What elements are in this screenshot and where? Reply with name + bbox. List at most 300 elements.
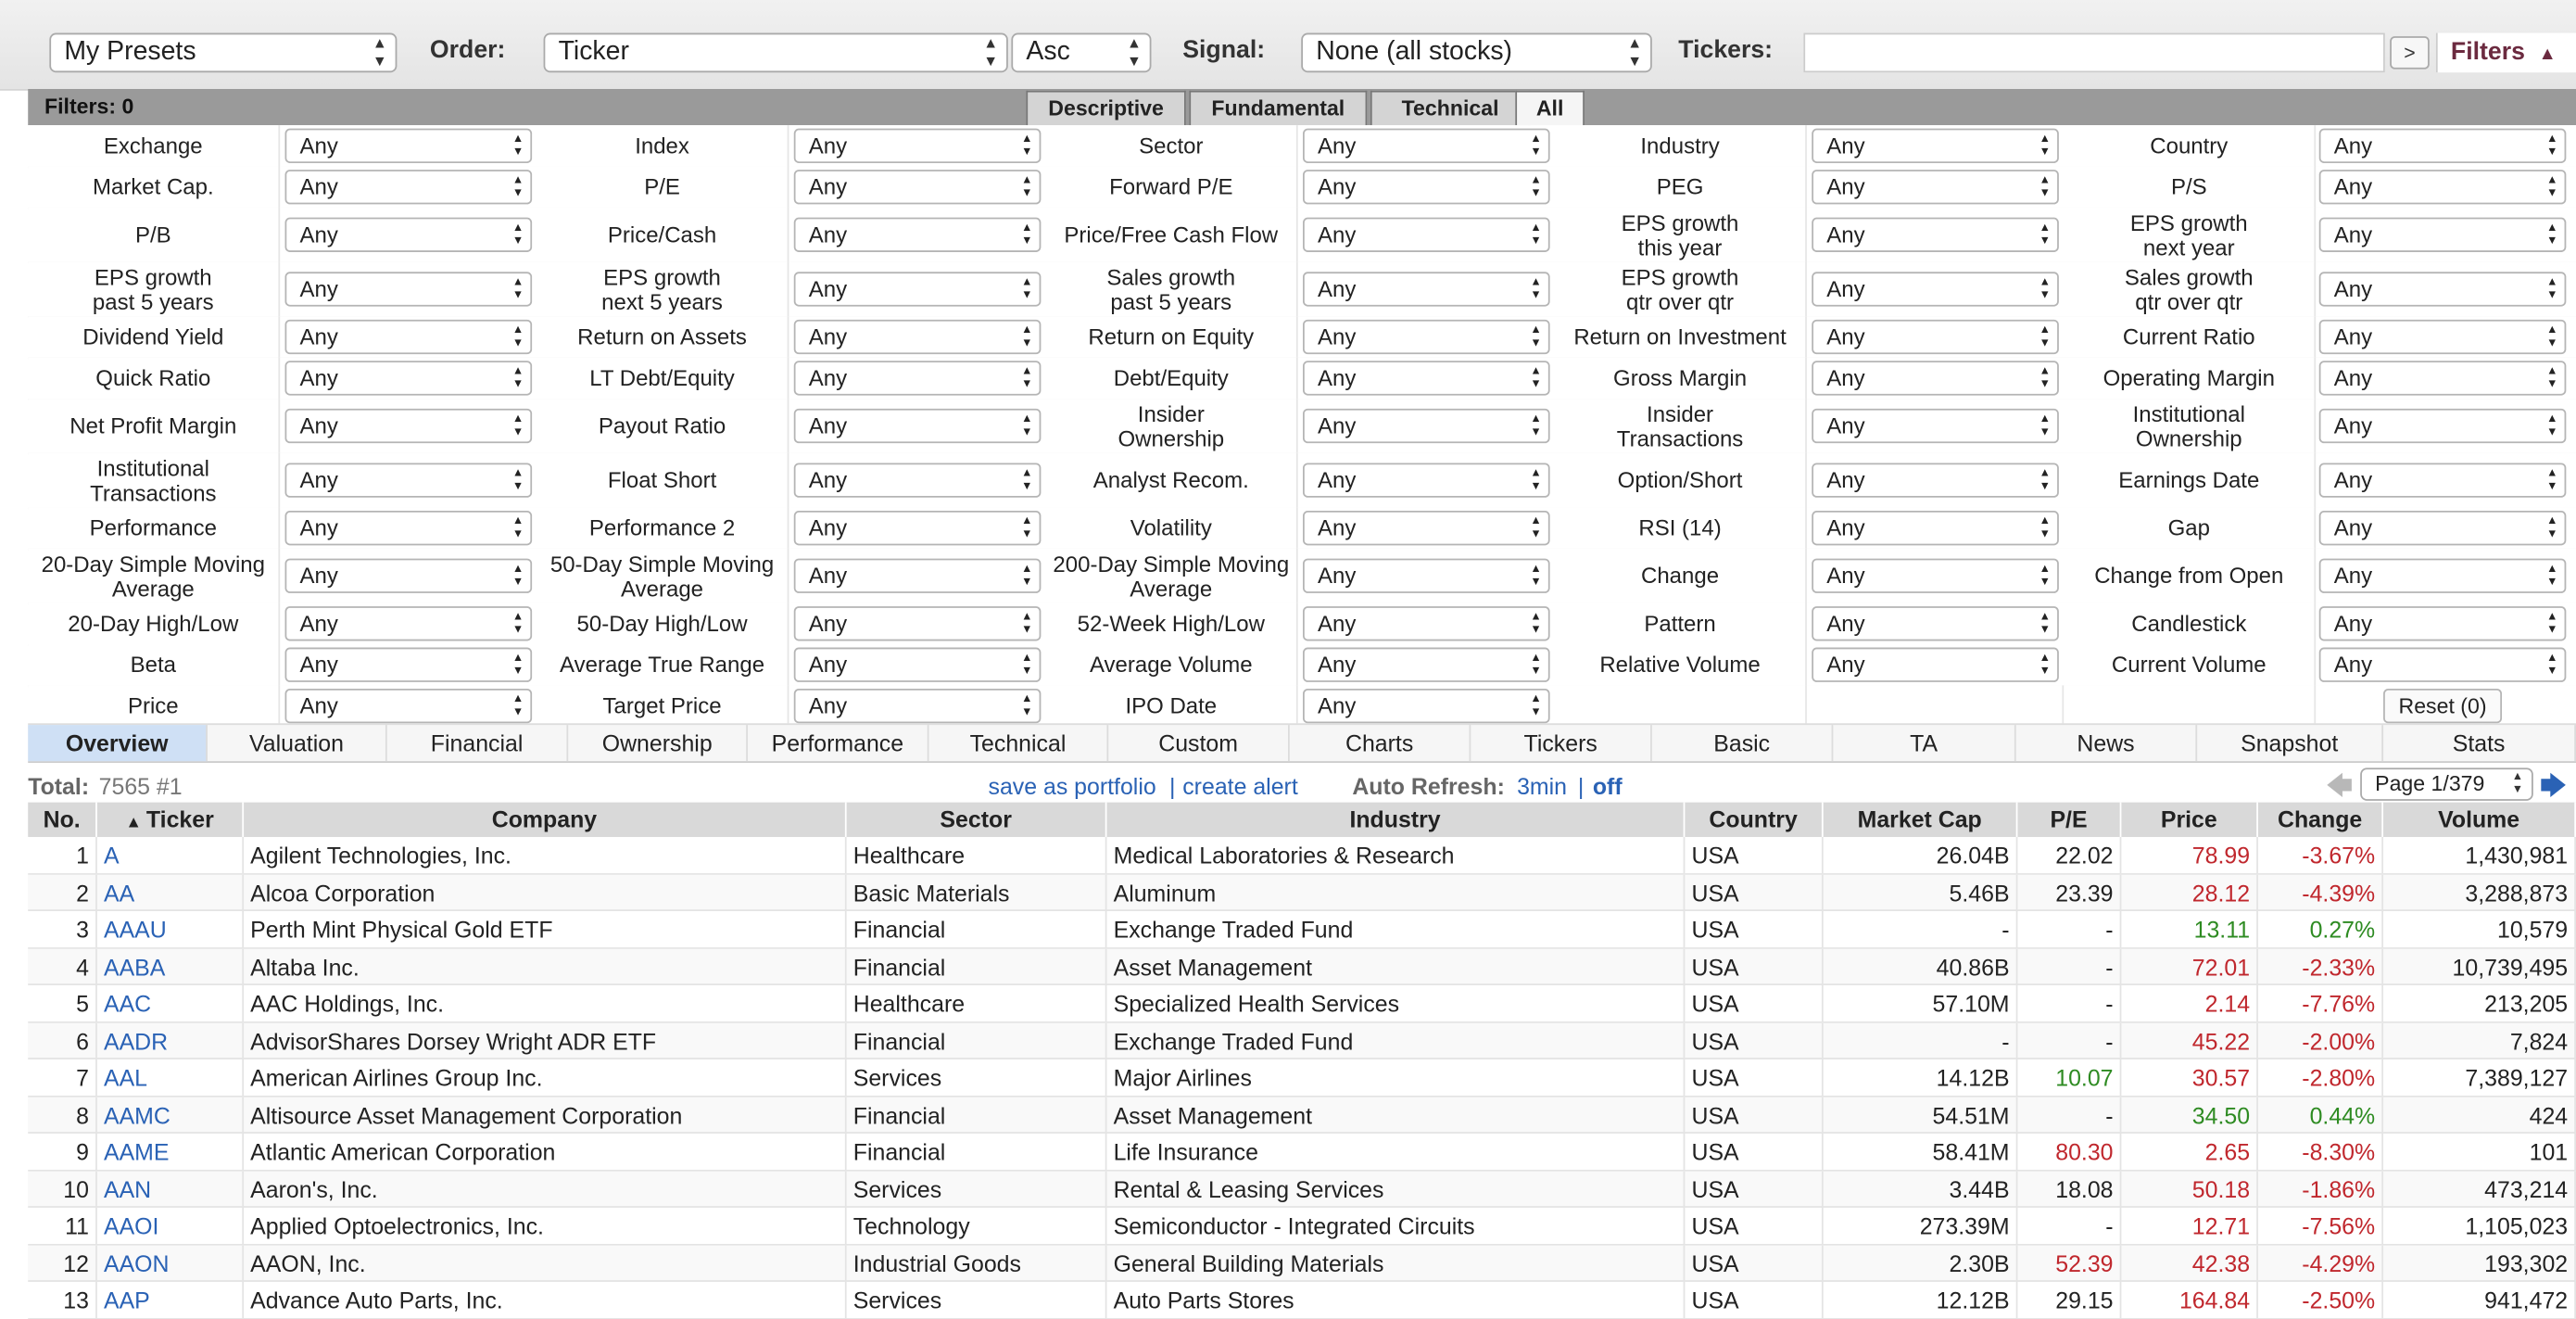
filter-label: 50-Day High/Low [537,603,789,644]
country: USA [1685,1059,1823,1096]
filter-select-value: Any [299,611,338,637]
table-row[interactable] [28,1059,2576,1097]
filter-label: LT Debt/Equity [537,358,789,399]
filter-select-value: Any [299,515,338,541]
filter-select[interactable] [2319,606,2567,640]
sector: Financial [847,911,1107,947]
select-arrows-icon: ▲ ▼ [2039,514,2051,540]
ticker-link[interactable]: AAMC [97,1097,244,1133]
company-name: American Airlines Group Inc. [244,1059,847,1096]
tickers-input[interactable] [1803,33,2384,73]
select-arrows-icon: ▲ ▼ [1126,34,1142,70]
select-arrows-icon: ▲ ▼ [1530,514,1542,540]
filter-select[interactable] [794,129,1042,163]
pe-ratio: - [2017,1208,2121,1244]
select-arrows-icon: ▲ ▼ [511,466,524,492]
filter-select[interactable] [794,606,1042,640]
presets-value: My Presets [64,37,196,67]
total-value: 7565 #1 [98,772,183,800]
column-header-no[interactable]: No. [28,803,97,837]
select-arrows-icon: ▲ ▼ [1530,222,1542,247]
filter-select-value: Any [2333,413,2373,438]
sector: Basic Materials [847,874,1107,910]
table-row[interactable] [28,1282,2576,1319]
volume: 7,389,127 [2383,1059,2576,1096]
row-number: 3 [28,911,97,947]
filter-select[interactable] [285,463,533,497]
filter-label: Market Cap. [28,167,280,208]
ticker-link[interactable]: AAL [97,1059,244,1096]
filter-label: Dividend Yield [28,316,280,357]
filter-select[interactable] [1303,170,1550,204]
filter-select[interactable] [1303,218,1550,252]
filter-label: Current Volume [2064,644,2316,685]
filter-select-value: Any [808,324,848,349]
market-cap: 5.46B [1824,874,2018,910]
filter-select[interactable] [1303,606,1550,640]
filter-select-value: Any [808,413,848,438]
filter-select[interactable] [1303,129,1550,163]
filter-select[interactable] [285,511,533,545]
filter-label: Return on Assets [537,316,789,357]
filter-select[interactable] [285,409,533,443]
filter-select-value: Any [2333,222,2373,247]
filter-select[interactable] [285,689,533,723]
view-tab-technical[interactable]: Technical [929,725,1109,761]
filter-select[interactable] [1303,689,1550,723]
select-arrows-icon: ▲ ▼ [1021,692,1033,718]
market-cap: 58.41M [1824,1134,2018,1170]
market-cap: - [1824,911,2018,947]
filter-label: Institutional Ownership [2064,399,2316,453]
filter-row [28,549,2576,604]
select-arrows-icon: ▲ ▼ [1021,412,1033,438]
industry: Auto Parts Stores [1106,1282,1685,1318]
filter-select[interactable] [1812,463,2059,497]
filter-select-value: Any [1318,222,1357,247]
country: USA [1685,1022,1823,1059]
ticker-link[interactable]: AADR [97,1022,244,1059]
view-tab-performance[interactable]: Performance [748,725,929,761]
market-cap: 26.04B [1824,837,2018,873]
ticker-link[interactable]: AAN [97,1171,244,1207]
table-row[interactable] [28,1097,2576,1134]
table-row[interactable] [28,874,2576,911]
filter-select[interactable] [1303,409,1550,443]
change: -7.76% [2258,985,2383,1021]
filter-select[interactable] [285,361,533,395]
pe-ratio: 29.15 [2017,1282,2121,1318]
select-arrows-icon: ▲ ▼ [2546,610,2558,636]
filter-select[interactable] [1812,648,2059,682]
filter-tab-fundamental[interactable]: Fundamental [1189,91,1367,125]
column-header-p-e[interactable]: P/E [2017,803,2121,837]
filter-select-value: Any [1318,693,1357,718]
company-name: Advance Auto Parts, Inc. [244,1282,847,1318]
filter-tab-all[interactable]: All [1515,91,1585,125]
order-direction-select[interactable] [1011,33,1151,73]
filter-select[interactable] [2319,511,2567,545]
row-number: 9 [28,1134,97,1170]
presets-select[interactable] [49,33,397,73]
column-header-price[interactable]: Price [2121,803,2258,837]
select-arrows-icon: ▲ ▼ [1530,692,1542,718]
filter-select[interactable] [1812,559,2059,593]
column-header-country[interactable]: Country [1685,803,1823,837]
select-arrows-icon: ▲ ▼ [2039,610,2051,636]
table-row[interactable] [28,1171,2576,1208]
filter-label: P/S [2064,167,2316,208]
signal-label: Signal: [1182,36,1266,65]
top-toolbar [0,0,2576,91]
pe-ratio: - [2017,985,2121,1021]
filter-select[interactable] [2319,272,2567,306]
ticker-link[interactable]: AAON [97,1245,244,1281]
filter-select[interactable] [1303,272,1550,306]
view-tab-snapshot[interactable]: Snapshot [2197,725,2383,761]
filter-row [28,685,2576,728]
change: 0.44% [2258,1097,2383,1133]
country: USA [1685,1208,1823,1244]
filter-select[interactable] [285,170,533,204]
filter-label: Institutional Transactions [28,453,280,508]
filter-select[interactable] [285,129,533,163]
filter-select[interactable] [1812,361,2059,395]
filter-label: Volatility [1046,507,1298,548]
industry: Asset Management [1106,948,1685,984]
tickers-go-button[interactable]: > [2390,36,2430,70]
filter-select[interactable] [2319,320,2567,354]
filter-row [28,453,2576,509]
ticker-link[interactable]: AAOI [97,1208,244,1244]
company-name: Applied Optoelectronics, Inc. [244,1208,847,1244]
row-number: 13 [28,1282,97,1318]
ticker-link[interactable]: A [97,837,244,873]
filter-select-value: Any [808,611,848,637]
view-tab-basic[interactable]: Basic [1652,725,1834,761]
filter-select[interactable] [794,511,1042,545]
order-label: Order: [429,36,506,65]
auto-refresh-label: Auto Refresh: [1352,772,1505,800]
reset-filters-button[interactable]: Reset (0) [2383,689,2502,723]
signal-select[interactable] [1301,33,1652,73]
filter-label: Sector [1046,125,1298,166]
table-row[interactable] [28,1208,2576,1245]
view-tab-overview[interactable]: Overview [28,725,208,761]
filter-row [28,644,2576,687]
filter-row [28,208,2576,263]
pe-ratio: - [2017,1022,2121,1059]
filter-select[interactable] [794,559,1042,593]
change: -8.30% [2258,1134,2383,1170]
select-arrows-icon: ▲ ▼ [1021,563,1033,588]
industry: Exchange Traded Fund [1106,911,1685,947]
filter-label: 20-Day Simple Moving Average [28,549,280,603]
filter-tab-descriptive[interactable]: Descriptive [1026,91,1185,125]
filter-select[interactable] [1303,559,1550,593]
filter-select-value: Any [1318,611,1357,637]
filter-select[interactable] [794,463,1042,497]
collapse-arrow-icon: ▲ [2538,44,2557,65]
sector: Technology [847,1208,1107,1244]
filter-select-value: Any [808,174,848,200]
filter-select-value: Any [299,652,338,678]
filter-select[interactable] [285,320,533,354]
next-page-arrow-icon[interactable]: 🡆 [2539,772,2568,801]
table-row[interactable] [28,1022,2576,1059]
filter-select-value: Any [808,652,848,678]
pe-ratio: 22.02 [2017,837,2121,873]
sector: Industrial Goods [847,1245,1107,1281]
filter-select[interactable] [1812,320,2059,354]
select-arrows-icon: ▲ ▼ [2039,652,2051,677]
filter-select-value: Any [2333,133,2373,159]
filter-select[interactable] [1812,511,2059,545]
filter-select-value: Any [1826,133,1865,159]
empty-cell [2064,685,2316,726]
pe-ratio: 52.39 [2017,1245,2121,1281]
select-arrows-icon: ▲ ▼ [1530,652,1542,677]
column-header-sector[interactable]: Sector [847,803,1107,837]
filter-label: Float Short [537,453,789,508]
column-header-volume[interactable]: Volume [2383,803,2576,837]
ticker-link[interactable]: AA [97,874,244,910]
filter-select[interactable] [285,272,533,306]
filter-select[interactable] [1812,409,2059,443]
filter-label: IPO Date [1046,685,1298,726]
filter-row [28,316,2576,359]
filter-select-value: Any [299,174,338,200]
column-header-label: Ticker [145,805,214,832]
table-row[interactable] [28,837,2576,874]
filter-select[interactable] [1303,511,1550,545]
filter-select[interactable] [794,689,1042,723]
price: 13.11 [2121,911,2258,947]
empty-cell [1812,685,2064,726]
select-arrows-icon: ▲ ▼ [2546,563,2558,588]
filter-label: Beta [28,644,280,685]
table-row[interactable] [28,1245,2576,1282]
filter-label: Index [537,125,789,166]
view-tab-valuation[interactable]: Valuation [208,725,387,761]
filter-select-value: Any [1318,467,1357,493]
column-header-company[interactable]: Company [244,803,847,837]
select-arrows-icon: ▲ ▼ [1021,173,1033,199]
prev-page-arrow-icon[interactable]: 🡄 [2325,772,2354,801]
filter-label: P/E [537,167,789,208]
refresh-off-link[interactable]: off [1592,772,1623,800]
select-arrows-icon: ▲ ▼ [1530,610,1542,636]
filter-select[interactable] [2319,361,2567,395]
change: -3.67% [2258,837,2383,873]
view-tab-stats[interactable]: Stats [2383,725,2576,761]
filter-select[interactable] [2319,409,2567,443]
filter-label: RSI (14) [1555,507,1807,548]
select-arrows-icon: ▲ ▼ [2039,563,2051,588]
view-tab-custom[interactable]: Custom [1108,725,1290,761]
select-arrows-icon: ▲ ▼ [2511,770,2524,796]
price: 45.22 [2121,1022,2258,1059]
filter-label: PEG [1555,167,1807,208]
refresh-interval-link[interactable]: 3min [1517,772,1568,800]
select-arrows-icon: ▲ ▼ [1021,275,1033,301]
select-arrows-icon: ▲ ▼ [511,610,524,636]
select-arrows-icon: ▲ ▼ [1021,364,1033,390]
filter-select[interactable] [794,320,1042,354]
filters-toggle[interactable] [2436,33,2576,73]
filter-select[interactable] [794,361,1042,395]
filter-label: 50-Day Simple Moving Average [537,549,789,603]
select-arrows-icon: ▲ ▼ [511,222,524,247]
filter-select[interactable] [2319,648,2567,682]
filter-select[interactable] [1303,361,1550,395]
filter-select[interactable] [285,559,533,593]
filter-label: Option/Short [1555,453,1807,508]
filter-select-value: Any [1826,276,1865,302]
filter-label: Candlestick [2064,603,2316,644]
view-tab-ta[interactable]: TA [1833,725,2015,761]
select-arrows-icon: ▲ ▼ [1021,133,1033,158]
filter-select[interactable] [2319,129,2567,163]
row-number: 10 [28,1171,97,1207]
filter-select[interactable] [1812,170,2059,204]
order-select[interactable] [544,33,1008,73]
filter-label: EPS growth qtr over qtr [1555,262,1807,317]
price: 12.71 [2121,1208,2258,1244]
filter-select-value: Any [299,563,338,589]
industry: Exchange Traded Fund [1106,1022,1685,1059]
select-arrows-icon: ▲ ▼ [1021,466,1033,492]
table-row[interactable] [28,1134,2576,1171]
filter-tab-technical[interactable]: Technical [1370,91,1530,125]
industry: Life Insurance [1106,1134,1685,1170]
tickers-label: Tickers: [1678,36,1774,65]
price: 2.14 [2121,985,2258,1021]
filter-label: Pattern [1555,603,1807,644]
company-name: Atlantic American Corporation [244,1134,847,1170]
ticker-link[interactable]: AAC [97,985,244,1021]
country: USA [1685,948,1823,984]
industry: Semiconductor - Integrated Circuits [1106,1208,1685,1244]
ticker-link[interactable]: AAP [97,1282,244,1318]
view-tab-ownership[interactable]: Ownership [568,725,748,761]
select-arrows-icon: ▲ ▼ [1021,323,1033,349]
filter-select-value: Any [1826,413,1865,438]
row-number: 11 [28,1208,97,1244]
ticker-link[interactable]: AAME [97,1134,244,1170]
view-tab-tickers[interactable]: Tickers [1471,725,1652,761]
filter-select[interactable] [2319,170,2567,204]
price: 34.50 [2121,1097,2258,1133]
view-tab-financial[interactable]: Financial [387,725,569,761]
filter-label: Average Volume [1046,644,1298,685]
filter-select[interactable] [1812,272,2059,306]
ticker-link[interactable]: AAAU [97,911,244,947]
change: -2.00% [2258,1022,2383,1059]
select-arrows-icon: ▲ ▼ [2546,133,2558,158]
filter-row [28,603,2576,646]
filter-select[interactable] [2319,559,2567,593]
create-alert-link[interactable]: create alert [1182,772,1298,800]
market-cap: 273.39M [1824,1208,2018,1244]
filter-label: Quick Ratio [28,358,280,399]
filter-select-value: Any [299,324,338,349]
table-row[interactable] [28,985,2576,1022]
market-cap: 14.12B [1824,1059,2018,1096]
filter-select[interactable] [2319,463,2567,497]
select-arrows-icon: ▲ ▼ [1530,323,1542,349]
view-tab-news[interactable]: News [2016,725,2198,761]
row-number: 7 [28,1059,97,1096]
column-header-market-cap[interactable]: Market Cap [1824,803,2018,837]
column-header-industry[interactable]: Industry [1106,803,1685,837]
select-arrows-icon: ▲ ▼ [372,34,387,70]
filter-select[interactable] [285,218,533,252]
filter-select[interactable] [1812,606,2059,640]
filter-select[interactable] [794,218,1042,252]
filter-select[interactable] [285,606,533,640]
change: -4.29% [2258,1245,2383,1281]
select-arrows-icon: ▲ ▼ [1021,652,1033,677]
industry: Aluminum [1106,874,1685,910]
company-name: Altisource Asset Management Corporation [244,1097,847,1133]
filter-select-value: Any [1826,563,1865,589]
table-row[interactable] [28,911,2576,948]
ticker-link[interactable]: AABA [97,948,244,984]
page-select[interactable] [2360,767,2533,801]
filter-select-value: Any [1826,222,1865,247]
column-header-change[interactable]: Change [2258,803,2383,837]
select-arrows-icon: ▲ ▼ [1021,610,1033,636]
filter-select-value: Any [2333,652,2373,678]
select-arrows-icon: ▲ ▼ [2546,323,2558,349]
filter-select[interactable] [1812,129,2059,163]
filter-select[interactable] [794,272,1042,306]
company-name: AdvisorShares Dorsey Wright ADR ETF [244,1022,847,1059]
filter-select-value: Any [2333,365,2373,391]
filter-label: Analyst Recom. [1046,453,1298,508]
select-arrows-icon: ▲ ▼ [511,133,524,158]
filter-select-value: Any [2333,515,2373,541]
column-header-ticker[interactable] [97,803,244,837]
filter-select-value: Any [1318,515,1357,541]
filter-select[interactable] [794,648,1042,682]
save-portfolio-link[interactable]: save as portfolio [988,772,1156,800]
filter-select[interactable] [285,648,533,682]
volume: 1,430,981 [2383,837,2576,873]
select-arrows-icon: ▲ ▼ [1530,412,1542,438]
filter-select[interactable] [2319,218,2567,252]
table-row[interactable] [28,948,2576,985]
filter-select-value: Any [299,133,338,159]
filter-select[interactable] [1303,320,1550,354]
volume: 424 [2383,1097,2576,1133]
filter-select[interactable] [794,409,1042,443]
filter-select[interactable] [794,170,1042,204]
select-arrows-icon: ▲ ▼ [1530,466,1542,492]
filter-select[interactable] [1303,648,1550,682]
filter-label: EPS growth past 5 years [28,262,280,317]
filter-select[interactable] [1812,218,2059,252]
filter-label: Gross Margin [1555,358,1807,399]
industry: Asset Management [1106,1097,1685,1133]
filter-select[interactable] [1303,463,1550,497]
company-name: AAON, Inc. [244,1245,847,1281]
filter-label: Performance 2 [537,507,789,548]
country: USA [1685,1171,1823,1207]
empty-cell [1555,685,1807,726]
view-tab-charts[interactable]: Charts [1290,725,1471,761]
